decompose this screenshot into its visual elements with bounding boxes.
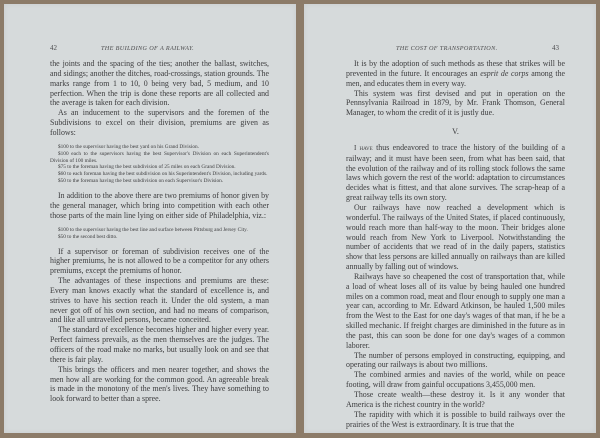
premiums-of-honor-list: [50, 227, 269, 241]
paragraph: The advantages of these inspections and premiums are these: Every man knows exactly what the standard of excellence is, and strives to have his section reach it. Under the old system, a man never got off of his own section, and had no means of comparison, and like all untravelled persons, became conceited.: [50, 276, 269, 325]
body-text: [346, 59, 565, 429]
list-item: $100 each to the supervisors having the best Supervisor's Division on each Superintendent's Division of 100 miles.: [50, 150, 269, 164]
paragraph: [346, 59, 565, 89]
paragraph: Our railways have now reached a development which is wonderful. The railways of the United States, if placed continuously, would reach more than half-way to the moon. Their bridges alone would reach from New York to Liverpool. Notwithstanding the number of accidents that we read of in the daily papers, statistics show that less persons are killed annually on railways than are killed annually by falling out of windows.: [346, 202, 565, 272]
text-run: It is by the adoption of such methods as these that strikes will be prevented in the future. It encourages an: [346, 59, 565, 78]
text-run: thus endeavored to trace the history of the building of a railway; and it must have been seen, from what has been said, that the evolution of the railway and of its rolling stock follows the same laws which govern the rest of the world: adaptation to circumstances decides what is fittest, and that alone survives. The scrap-heap of a great railway tells its own story.: [346, 142, 565, 203]
body-text: [50, 59, 269, 404]
running-head: THE COST OF TRANSPORTATION.: [396, 45, 498, 52]
section-number: V.: [452, 127, 459, 137]
small-caps-opening: I have: [354, 143, 373, 152]
paragraph: The standard of excellence becomes higher and higher every year. Perfect fairness prevails, as the men themselves are the judges. The officers of the road make no marks, but usually look on and see that there is fair play.: [50, 325, 269, 364]
list-item: $100 to the supervisor having the best line and surface between Pittsburg and Jersey City.: [58, 226, 248, 233]
page-number: 43: [552, 44, 559, 52]
paragraph: As an inducement to the supervisors and the foremen of the Subdivisions to excel on their division, premiums are given as follows:: [50, 108, 269, 137]
paragraph: This brings the officers and men nearer together, and shows the men how all are working for the common good. An agreeable break is made in the monotony of the men's lives. They have something to look forward to better than a spree.: [50, 364, 269, 404]
list-item: $75 to the foreman having the best subdivision of 25 miles on each Grand Division.: [58, 164, 236, 171]
paragraph: [346, 143, 565, 203]
paragraph: In addition to the above there are two premiums of honor given by the general manager, which bring into competition with each other those parts of the main line lying on either side of Philadelphia, viz.:: [50, 191, 269, 220]
text-run: among the men, and educates them in every way.: [346, 68, 566, 88]
paragraph: The number of persons employed in constructing, equipping, and operating our railways is about two millions.: [346, 350, 565, 370]
list-item: $50 to the second best ditto.: [58, 233, 118, 240]
list-item: $100 to the supervisor having the best yard on his Grand Division.: [58, 143, 199, 150]
paragraph: If a supervisor or foreman of subdivision receives one of the higher premiums, he is not allowed to be a competitor for any others premiums, except the premiums of honor.: [50, 246, 269, 276]
right-page: [304, 4, 596, 433]
paragraph: The rapidity with which it is possible to build railways over the prairies of the West is extraordinary. It is true that the: [346, 409, 565, 429]
running-head: THE BUILDING OF A RAILWAY.: [101, 45, 195, 52]
list-item: $60 to each foreman having the best subdivision on his Superintendent's Division, including yards.: [58, 171, 268, 178]
paragraph: Those create wealth—these destroy it. Is it any wonder that America is the richest country in the world?: [346, 390, 565, 409]
paragraph: Railways have so cheapened the cost of transportation that, while a load of wheat loses all of its value by being hauled one hundred miles on a common road, meat and flour enough to supply one man a year can, according to Mr. Edward Atkinson, be hauled 1,500 miles from the West to the East for one day's wages of that man, if he be a skilled mechanic. If freight charges are diminished in the future as in the past, this can soon be done for one day's wages of a common laborer.: [346, 271, 565, 350]
paragraph: The combined armies and navies of the world, while on peace footing, will draw from gainful occupations 3,455,000 men.: [346, 370, 565, 390]
page-number: 42: [50, 44, 57, 52]
paragraph: the joints and the spacing of the ties; another the ballast, switches, and sidings; another the ditches, road-crossings, station grounds. The marks range from 1 to 10, 0 being very bad, 5 medium, and 10 perfection. When the trip is done these reports are all collected and the average is taken for each division.: [50, 59, 269, 108]
list-item: $50 to the foreman having the best subdivision on each Supervisor's Division.: [58, 178, 224, 185]
left-page: [4, 4, 296, 433]
paragraph: This system was first devised and put in operation on the Pennsylvania Railroad in 1879, by Mr. Frank Thomson, General Manager, to whom the credit of it is justly due.: [346, 88, 565, 118]
premiums-list: [50, 144, 269, 185]
italic-phrase: esprit de corps: [480, 68, 529, 78]
